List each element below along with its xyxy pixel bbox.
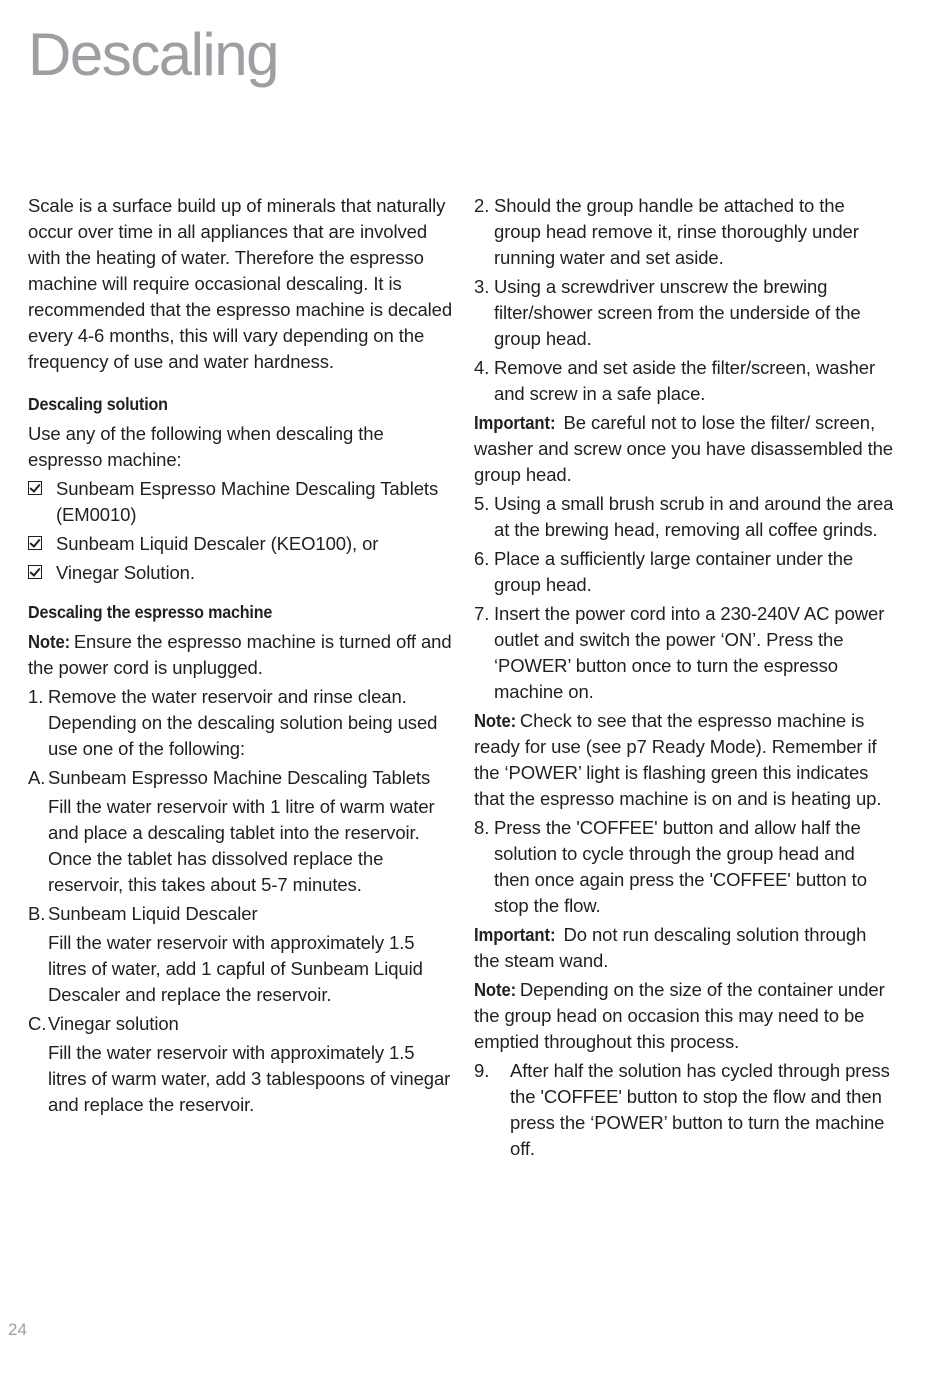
option-c-text: Fill the water reservoir with approximately 1.5 litres of warm water, add 3 tablespoons of vinegar and replace the reservoir. [48,1042,451,1115]
intro-paragraph: Scale is a surface build up of minerals that naturally occur over time in all appliances that are involved with the heating of water. Therefore the espresso machine will require occasional descaling. It is recommended that the espresso machine is decaled every 4-6 months, this will vary depending on the frequency of use and water hardness. [28,195,453,372]
option-a-text: Fill the water reservoir with 1 litre of warm water and place a descaling tablet into the reservoir. Once the tablet has dissolved replace the reservoir, this takes about 5-7 minutes. [48,796,435,895]
solution-option-text: Sunbeam Liquid Descaler (KEO100), or [56,533,379,554]
important-text: Be careful not to lose the filter/ screen, washer and screw once you have disassembled the group head. [474,412,893,485]
step-number: 9. [474,1060,490,1081]
option-b [28,901,453,927]
solution-option [28,560,453,586]
step-text: Remove and set aside the filter/screen, washer and screw in a safe place. [494,357,876,404]
step-text: Using a screwdriver unscrew the brewing filter/shower screen from the underside of the group head. [494,276,861,349]
important-label: Important: [474,924,556,945]
solution-option-text: Vinegar Solution. [56,562,195,583]
descaling-procedure-heading: Descaling the espresso machine [28,602,273,622]
descaling-solution-heading: Descaling solution [28,394,168,414]
step-4 [474,355,894,407]
option-letter: C. [28,1013,47,1034]
step-1 [28,684,453,762]
page-title: Descaling [28,21,278,88]
option-title: Sunbeam Liquid Descaler [48,903,258,924]
right-column [474,193,894,1165]
note-unplug [28,629,453,681]
note-ready-mode [474,708,894,812]
checkbox-checked-icon [28,536,42,550]
option-title: Vinegar solution [48,1013,179,1034]
step-7 [474,601,894,705]
step-2 [474,193,894,271]
important-label: Important: [474,412,556,433]
step-6 [474,546,894,598]
note-text: Ensure the espresso machine is turned off and the power cord is unplugged. [28,631,452,678]
left-column [28,193,453,1121]
note-container [474,977,894,1055]
step-5 [474,491,894,543]
option-a [28,765,453,791]
solution-option [28,476,453,528]
option-letter: A. [28,767,46,788]
option-c [28,1011,453,1037]
step-number: 6. [474,548,490,569]
descaling-solution-lead: Use any of the following when descaling the espresso machine: [28,423,384,470]
important-note-1 [474,410,894,488]
step-number: 5. [474,493,490,514]
page-number: 24 [8,1320,27,1339]
step-text: Insert the power cord into a 230-240V AC power outlet and switch the power ‘ON’. Press the ‘POWER’ button once to turn the espresso machine on. [494,603,885,702]
important-note-2 [474,922,894,974]
option-title: Sunbeam Espresso Machine Descaling Tablets [48,767,431,788]
step-number: 2. [474,195,490,216]
solution-option [28,531,453,557]
step-number: 4. [474,357,490,378]
step-number: 3. [474,276,490,297]
note-label: Note: [28,631,71,652]
note-label: Note: [474,710,517,731]
descaling-solution-section [28,391,453,586]
step-8 [474,815,894,919]
note-label: Note: [474,979,517,1000]
solution-option-text: Sunbeam Espresso Machine Descaling Tablets (EM0010) [56,478,439,525]
step-number: 7. [474,603,490,624]
descaling-procedure-section [28,599,453,1118]
step-number: 8. [474,817,490,838]
important-text: Do not run descaling solution through the steam wand. [474,924,867,971]
step-text: After half the solution has cycled through press the 'COFFEE' button to stop the flow and then press the ‘POWER’ button to turn the machine off. [510,1060,890,1159]
note-text: Check to see that the espresso machine is ready for use (see p7 Ready Mode). Remember if the ‘POWER’ light is flashing green this indicates that the espresso machine is on and is heating up. [474,710,882,809]
step-9 [474,1058,894,1162]
step-text: Place a sufficiently large container under the group head. [494,548,854,595]
step-text: Remove the water reservoir and rinse clean. Depending on the descaling solution being used use one of the following: [48,686,438,759]
step-text: Press the 'COFFEE' button and allow half the solution to cycle through the group head and then once again press the 'COFFEE' button to stop the flow. [494,817,867,916]
option-b-text: Fill the water reservoir with approximately 1.5 litres of water, add 1 capful of Sunbeam Liquid Descaler and replace the reservoir. [48,932,423,1005]
option-letter: B. [28,903,46,924]
step-3 [474,274,894,352]
step-number: 1. [28,686,44,707]
step-text: Should the group handle be attached to the group head remove it, rinse thoroughly under running water and set aside. [494,195,859,268]
note-text: Depending on the size of the container under the group head on occasion this may need to be emptied throughout this process. [474,979,885,1052]
step-text: Using a small brush scrub in and around the area at the brewing head, removing all coffee grinds. [494,493,894,540]
checkbox-checked-icon [28,481,42,495]
checkbox-checked-icon [28,565,42,579]
